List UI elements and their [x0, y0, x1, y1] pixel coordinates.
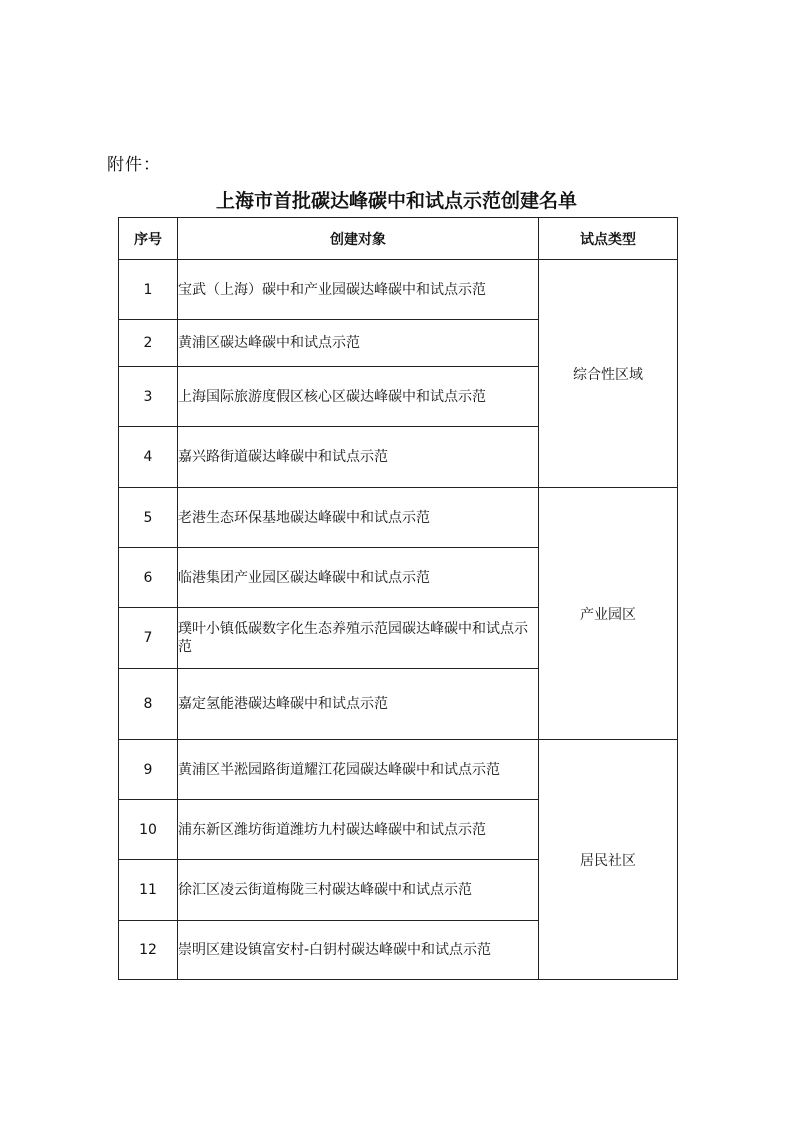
row-number: 1	[119, 260, 178, 320]
row-target: 临港集团产业园区碳达峰碳中和试点示范	[178, 548, 539, 608]
row-target: 老港生态环保基地碳达峰碳中和试点示范	[178, 488, 539, 548]
row-target: 上海国际旅游度假区核心区碳达峰碳中和试点示范	[178, 367, 539, 427]
row-target: 浦东新区潍坊街道潍坊九村碳达峰碳中和试点示范	[178, 800, 539, 860]
row-number: 7	[119, 608, 178, 669]
row-number: 11	[119, 860, 178, 921]
header-target: 创建对象	[178, 218, 539, 260]
document-title: 上海市首批碳达峰碳中和试点示范创建名单	[215, 190, 577, 212]
type-cell: 综合性区域	[539, 260, 678, 488]
row-number: 5	[119, 488, 178, 548]
row-target: 嘉兴路街道碳达峰碳中和试点示范	[178, 427, 539, 488]
row-number: 9	[119, 740, 178, 800]
row-number: 4	[119, 427, 178, 488]
row-number: 10	[119, 800, 178, 860]
row-target: 嘉定氢能港碳达峰碳中和试点示范	[178, 669, 539, 740]
header-type: 试点类型	[539, 218, 678, 260]
row-number: 2	[119, 320, 178, 367]
row-target: 黄浦区半淞园路街道耀江花园碳达峰碳中和试点示范	[178, 740, 539, 800]
row-target: 宝武（上海）碳中和产业园碳达峰碳中和试点示范	[178, 260, 539, 320]
type-cell: 产业园区	[539, 488, 678, 740]
row-number: 6	[119, 548, 178, 608]
row-target: 黄浦区碳达峰碳中和试点示范	[178, 320, 539, 367]
row-number: 12	[119, 921, 178, 980]
row-number: 8	[119, 669, 178, 740]
row-number: 3	[119, 367, 178, 427]
row-target: 崇明区建设镇富安村-白钥村碳达峰碳中和试点示范	[178, 921, 539, 980]
table-row	[119, 740, 678, 800]
table-row	[119, 488, 678, 548]
attachment-label: 附件：	[107, 155, 161, 175]
header-index: 序号	[119, 218, 178, 260]
row-target: 徐汇区凌云街道梅陇三村碳达峰碳中和试点示范	[178, 860, 539, 921]
pilot-list-table	[118, 217, 678, 980]
table-row	[119, 260, 678, 320]
type-cell: 居民社区	[539, 740, 678, 980]
table-header-row	[119, 218, 678, 260]
row-target: 璞叶小镇低碳数字化生态养殖示范园碳达峰碳中和试点示范	[178, 608, 539, 669]
